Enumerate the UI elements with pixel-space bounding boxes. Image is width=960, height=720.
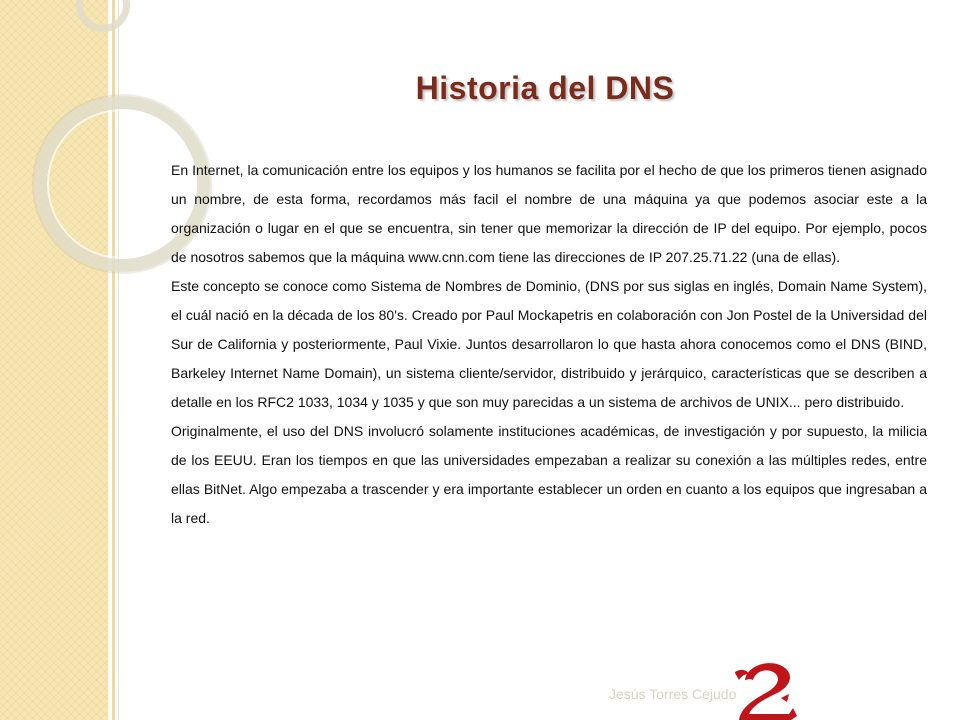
paragraph: Este concepto se conoce como Sistema de Nombres de Dominio, (DNS por sus siglas en inglés, Domain Name System), el cuál nació en la década de los 80's. Creado por Paul Mockapetris en colaboración con Jon Postel de la Universidad del Sur de California y posteriormente, Paul Vixie. Juntos desarrollaron lo que hasta ahora conocemos como el DNS (BIND, Barkeley Internet Name Domain), un sistema cliente/servidor, distribuido y jerárquico, características que se describen a detalle en los RFC2 1033, 1034 y 1035 y que son muy parecidas a un sistema de archivos de UNIX... pero distribuido. [171,278,927,410]
red-dragon-2-logo-icon [731,658,803,720]
author-name: Jesús Torres Cejudo [609,686,737,702]
paragraph: En Internet, la comunicación entre los equipos y los humanos se facilita por el hecho de que los primeros tienen asignado un nombre, de esta forma, recordamos más facil el nombre de una máquina ya que podemos asociar este a la organización o lugar en el que se encuentra, sin tener que memorizar la dirección de IP del equipo. Por ejemplo, pocos de nosotros sabemos que la máquina www.cnn.com tiene las direcciones de IP 207.25.71.22 (una de ellas). [171,162,927,265]
paragraph: Originalmente, el uso del DNS involucró solamente instituciones académicas, de investigación y por supuesto, la milicia de los EEUU. Eran los tiempos en que las universidades empezaban a realizar su conexión a las múltiples redes, entre ellas BitNet. Algo empezaba a trascender y era importante establecer un orden en cuanto a los equipos que ingresaban a la red. [171,423,927,526]
slide-body [171,156,927,533]
slide-title: Historia del DNS [415,70,675,106]
